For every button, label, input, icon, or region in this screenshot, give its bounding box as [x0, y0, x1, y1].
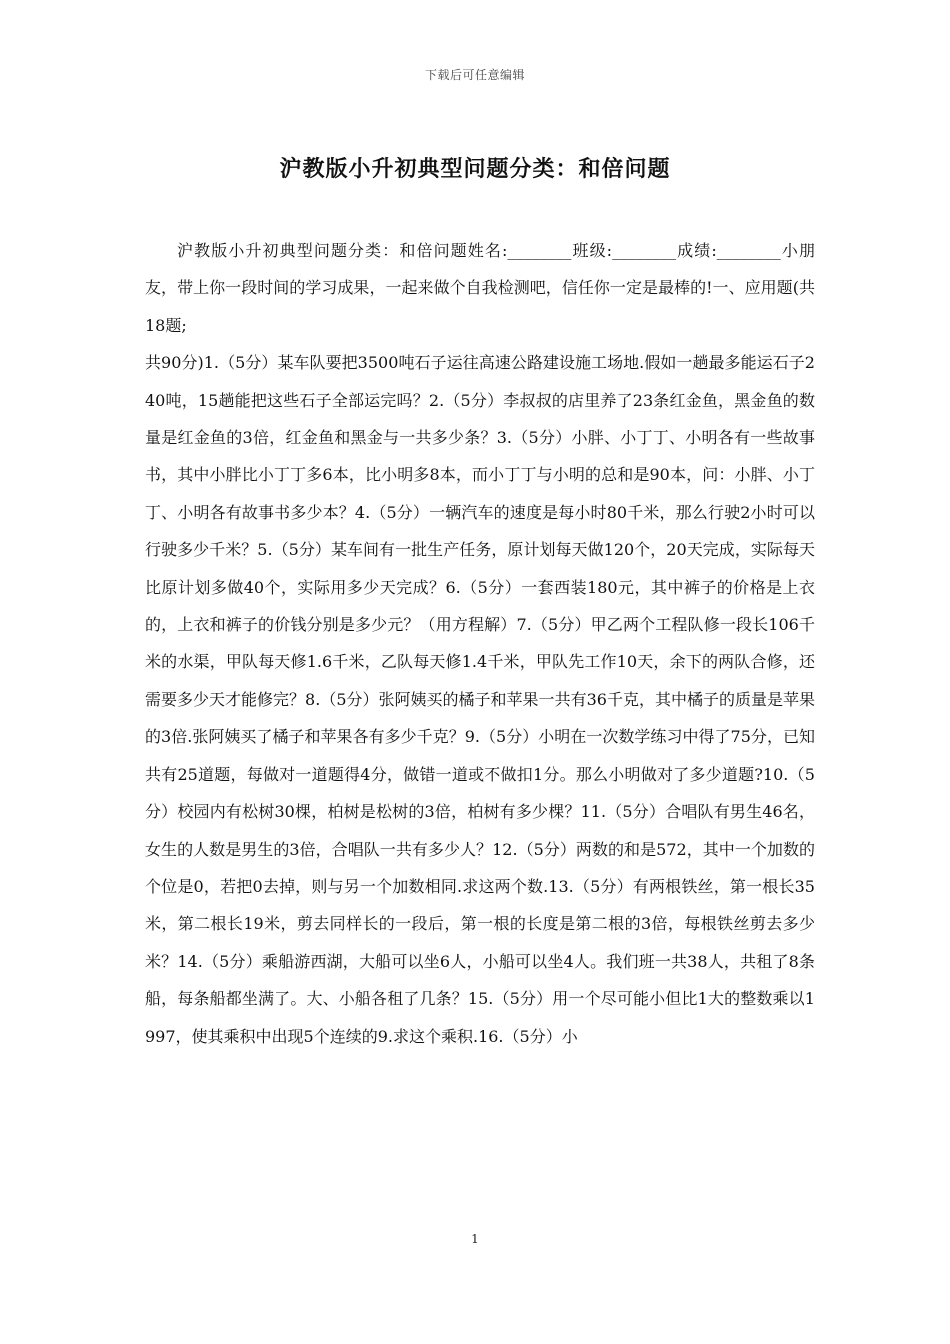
document-body [145, 232, 815, 1055]
body-paragraph-questions: 共90分)1.（5分）某车队要把3500吨石子运往高速公路建设施工场地.假如一趟最多能运石子240吨，15趟能把这些石子全部运完吗？2.（5分）李叔叔的店里养了23条红金鱼，黑金鱼的数量是红金鱼的3倍，红金鱼和黑金与一共多少条？3.（5分）小胖、小丁丁、小明各有一些故事书，其中小胖比小丁丁多6本，比小明多8本，而小丁丁与小明的总和是90本，问：小胖、小丁丁、小明各有故事书多少本？4.（5分）一辆汽车的速度是每小时80千米，那么行驶2小时可以行驶多少千米？5.（5分）某车间有一批生产任务，原计划每天做120个，20天完成，实际每天比原计划多做40个，实际用多少天完成？6.（5分）一套西装180元，其中裤子的价格是上衣的，上衣和裤子的价钱分别是多少元？（用方程解）7.（5分）甲乙两个工程队修一段长106千米的水渠，甲队每天修1.6千米，乙队每天修1.4千米，甲队先工作10天，余下的两队合修，还需要多少天才能修完？8.（5分）张阿姨买的橘子和苹果一共有36千克，其中橘子的质量是苹果的3倍.张阿姨买了橘子和苹果各有多少千克？9.（5分）小明在一次数学练习中得了75分，已知共有25道题，每做对一道题得4分，做错一道或不做扣1分。那么小明做对了多少道题?10.（5分）校园内有松树30棵，柏树是松树的3倍，柏树有多少棵？11.（5分）合唱队有男生46名，女生的人数是男生的3倍，合唱队一共有多少人？12.（5分）两数的和是572，其中一个加数的个位是0，若把0去掉，则与另一个加数相同.求这两个数.13.（5分）有两根铁丝，第一根长35米，第二根长19米，剪去同样长的一段后，第一根的长度是第二根的3倍，每根铁丝剪去多少米？14.（5分）乘船游西湖，大船可以坐6人，小船可以坐4人。我们班一共38人，共租了8条船，每条船都坐满了。大、小船各租了几条？15.（5分）用一个尽可能小但比1大的整数乘以1997，使其乘积中出现5个连续的9.求这个乘积.16.（5分）小 [145, 353, 815, 1046]
page-number: 1 [471, 1232, 479, 1246]
document-title: 沪教版小升初典型问题分类：和倍问题 [279, 156, 671, 182]
body-paragraph-intro: 沪教版小升初典型问题分类：和倍问题姓名:________班级:________成绩:________小朋友，带上你一段时间的学习成果，一起来做个自我检测吧，信任你一定是最棒的!一、应用题(共18题; [145, 241, 815, 335]
header-note: 下载后可任意编辑 [424, 68, 525, 82]
